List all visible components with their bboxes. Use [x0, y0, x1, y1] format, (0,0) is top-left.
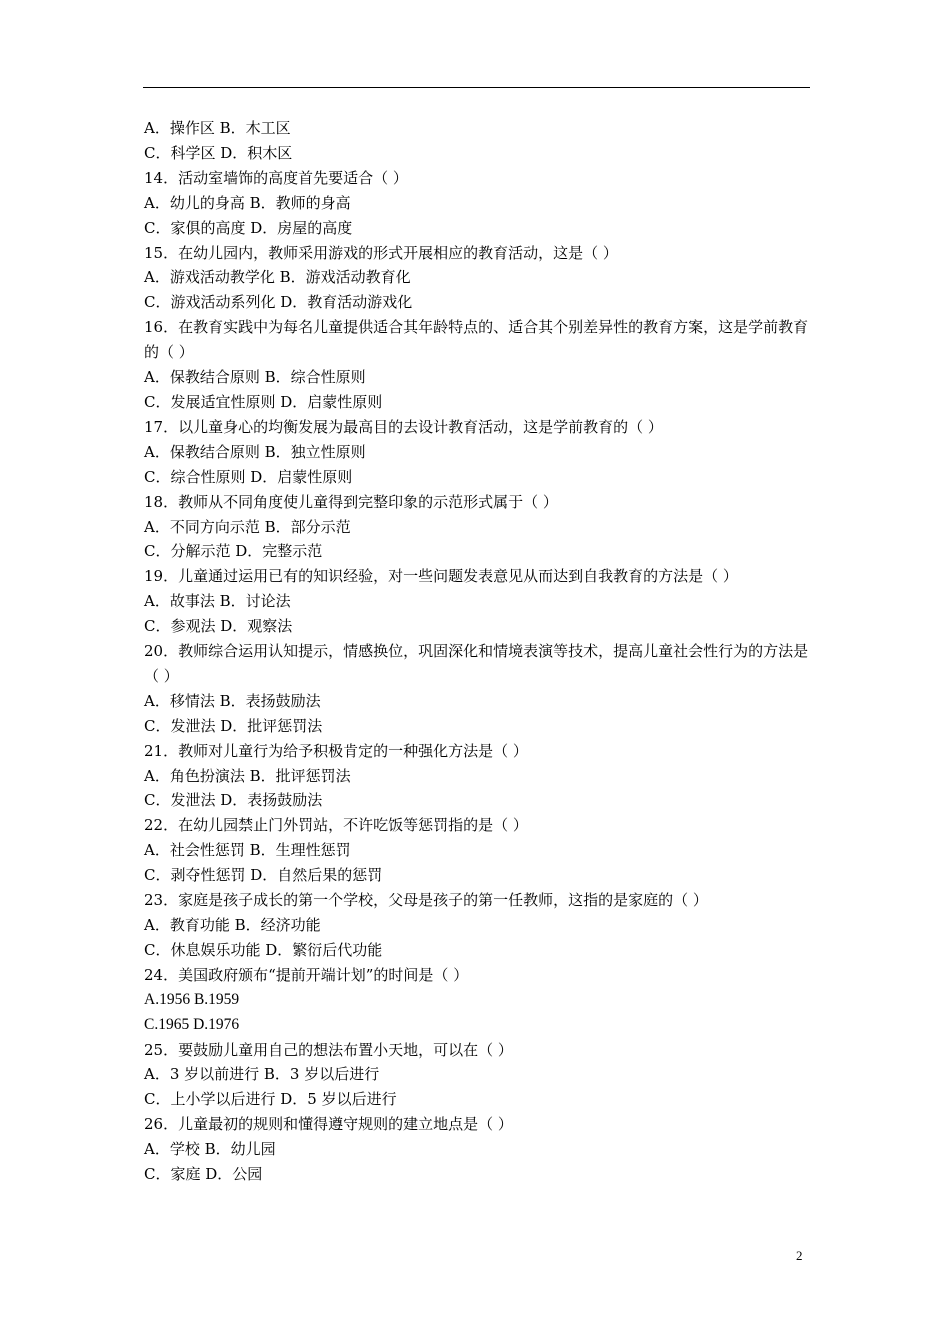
option-line: A．3 岁以前进行 B．3 岁以后进行	[144, 1065, 380, 1084]
option-line: C．参观法 D．观察法	[144, 617, 293, 636]
option-line: C．剥夺性惩罚 D．自然后果的惩罚	[144, 866, 383, 885]
question-23: 23．家庭是孩子成长的第一个学校，父母是孩子的第一任教师，这指的是家庭的（ ）	[144, 891, 708, 910]
option-line: C．综合性原则 D．启蒙性原则	[144, 467, 353, 486]
option-line: C．上小学以后进行 D．5 岁以后进行	[144, 1090, 397, 1109]
option-line: C．科学区 D．积木区	[144, 143, 293, 162]
option-line: C．发展适宜性原则 D．启蒙性原则	[144, 392, 383, 411]
option-line: A．角色扮演法 B．批评惩罚法	[144, 766, 351, 785]
option-line: A．社会性惩罚 B．生理性惩罚	[144, 841, 351, 860]
question-24: 24．美国政府颁布“提前开端计划”的时间是（ ）	[144, 965, 469, 984]
option-line: A．操作区 B．木工区	[144, 119, 291, 137]
question-list	[144, 116, 812, 1187]
question-21: 21．教师对儿童行为给予积极肯定的一种强化方法是（ ）	[144, 741, 528, 760]
option-line: C．发泄法 D．表扬鼓励法	[144, 791, 323, 810]
option-line: C．分解示范 D．完整示范	[144, 542, 323, 561]
option-line: A．教育功能 B．经济功能	[144, 916, 321, 934]
option-line: A．保教结合原则 B．综合性原则	[144, 368, 366, 387]
question-18: 18．教师从不同角度使儿童得到完整印象的示范形式属于（ ）	[144, 492, 558, 511]
question-17: 17．以儿童身心的均衡发展为最高目的去设计教育活动，这是学前教育的（ ）	[144, 417, 663, 436]
question-20: 20．教师综合运用认知提示，情感换位，巩固深化和情境表演等技术，提高儿童社会性行为的方法是（ ）	[144, 642, 809, 685]
option-line: C．家俱的高度 D．房屋的高度	[144, 218, 353, 237]
question-14: 14．活动室墙饰的高度首先要适合（ ）	[144, 168, 408, 187]
option-line: A．学校 B．幼儿园	[144, 1140, 276, 1159]
option-line: C．发泄法 D．批评惩罚法	[144, 716, 323, 735]
option-line: C.1965 D.1976	[144, 1015, 240, 1033]
page-number: 2	[796, 1248, 803, 1263]
option-line: A.1956 B.1959	[144, 990, 240, 1008]
option-line: A．幼儿的身高 B．教师的身高	[144, 193, 351, 212]
question-25: 25．要鼓励儿童用自己的想法布置小天地，可以在（ ）	[144, 1040, 513, 1059]
option-line: A．故事法 B．讨论法	[144, 592, 291, 611]
header-rule	[143, 87, 810, 88]
option-line: A．移情法 B．表扬鼓励法	[144, 691, 321, 710]
option-line: C．游戏活动系列化 D．教育活动游戏化	[144, 293, 413, 312]
option-line: A．游戏活动教学化 B．游戏活动教育化	[144, 268, 411, 287]
question-19: 19．儿童通过运用已有的知识经验，对一些问题发表意见从而达到自我教育的方法是（ ）	[144, 567, 738, 586]
option-line: C．休息娱乐功能 D．繁衍后代功能	[144, 940, 383, 959]
question-16: 16．在教育实践中为每名儿童提供适合其年龄特点的、适合其个别差异性的教育方案，这是学前教育的（ ）	[144, 318, 809, 362]
option-line: A．不同方向示范 B．部分示范	[144, 517, 351, 536]
question-22: 22．在幼儿园禁止门外罚站，不许吃饭等惩罚指的是（ ）	[144, 816, 528, 835]
question-15: 15．在幼儿园内，教师采用游戏的形式开展相应的教育活动，这是（ ）	[144, 243, 618, 262]
option-line: C．家庭 D．公园	[144, 1165, 263, 1184]
option-line: A．保教结合原则 B．独立性原则	[144, 442, 366, 461]
question-26: 26．儿童最初的规则和懂得遵守规则的建立地点是（ ）	[144, 1115, 513, 1134]
